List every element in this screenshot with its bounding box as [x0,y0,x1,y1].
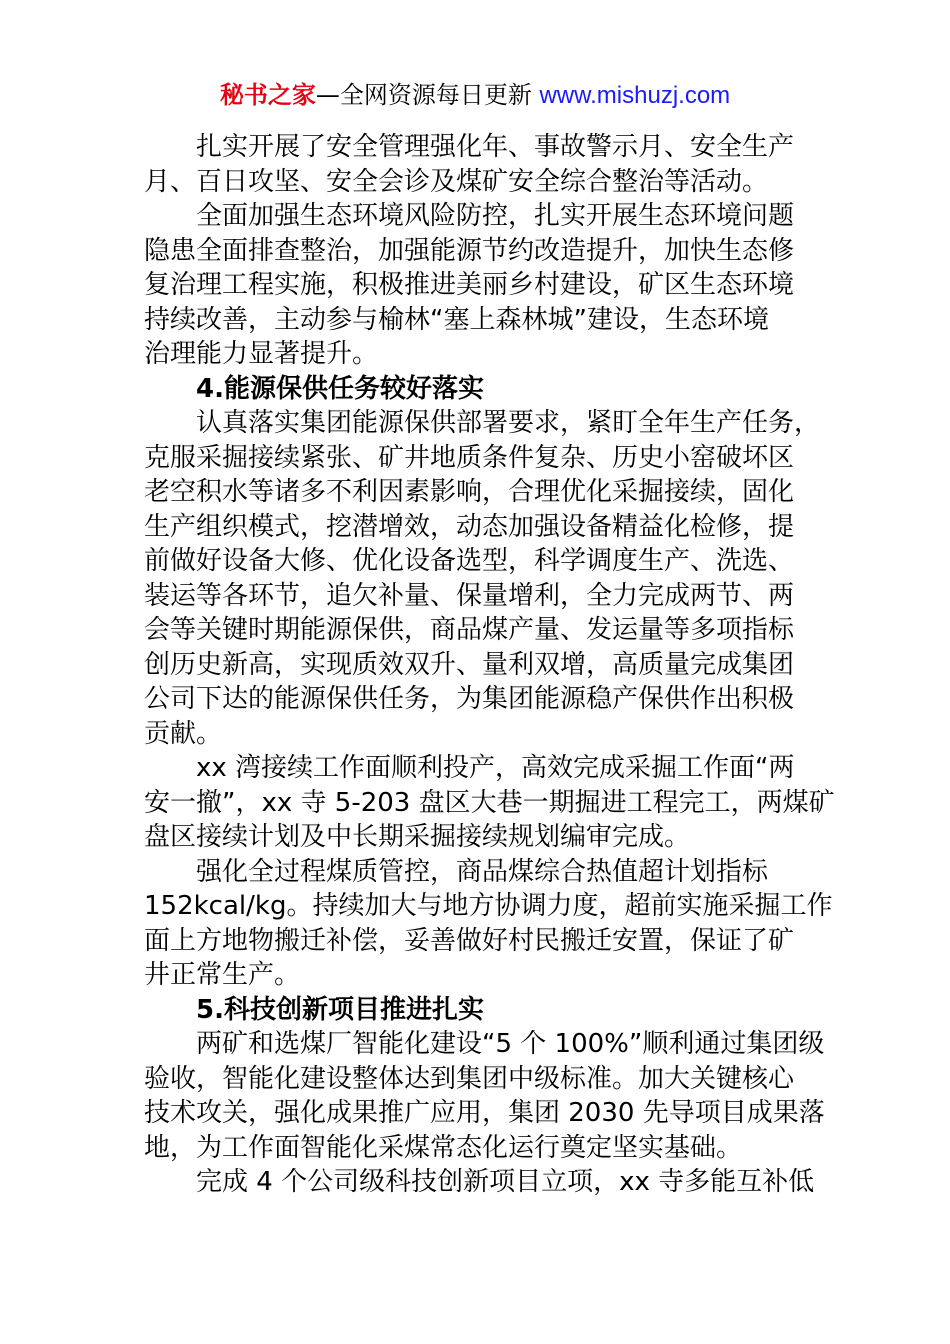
paragraph-line: 复治理工程实施，积极推进美丽乡村建设，矿区生态环境 [144,270,795,300]
paragraph-line: 前做好设备大修、优化设备选型，科学调度生产、洗选、 [144,546,795,576]
paragraph-line: 创历史新高，实现质效双升、量利双增，高质量完成集团 [144,649,795,680]
site-header [0,78,950,113]
document-body [144,130,835,1200]
paragraph-line: 公司下达的能源保供任务，为集团能源稳产保供作出积极 [144,684,795,714]
section-heading: 4.能源保供任务较好落实 [196,373,484,404]
section-heading: 5.科技创新项目推进扎实 [196,994,484,1025]
paragraph-line: 持续改善，主动参与榆林“塞上森林城”建设，生态环境 [144,304,769,335]
paragraph-line: 贡献。 [144,718,223,749]
paragraph-line: 认真落实集团能源保供部署要求，紧盯全年生产任务， [196,408,821,438]
paragraph-line: 盘区接续计划及中长期采掘接续规划编审完成。 [144,822,691,852]
paragraph-line: 井正常生产。 [144,960,301,990]
paragraph-line: 隐患全面排查整治，加强能源节约改造提升，加快生态修 [144,235,795,266]
site-brand: 秘书之家 [219,81,316,109]
site-url[interactable]: www.mishuzj.com [539,82,731,109]
site-slogan: —全网资源每日更新 [315,81,540,109]
paragraph-line: 安一撤”，xx 寺 5-203 盘区大巷一期掘进工程完工，两煤矿 [144,787,835,818]
paragraph-line: 扎实开展了安全管理强化年、事故警示月、安全生产 [196,132,795,162]
paragraph-line: 验收，智能化建设整体达到集团中级标准。加大关键核心 [144,1063,795,1094]
paragraph-line: 两矿和选煤厂智能化建设“5 个 100%”顺利通过集团级 [196,1029,825,1059]
paragraph-line: 月、百日攻坚、安全会诊及煤矿安全综合整治等活动。 [144,166,769,197]
paragraph-line: 生产组织模式，挖潜增效，动态加强设备精益化检修，提 [144,511,795,542]
paragraph-line: 老空积水等诸多不利因素影响，合理优化采掘接续，固化 [144,477,795,507]
paragraph-line: 地，为工作面智能化采煤常态化运行奠定坚实基础。 [144,1132,743,1163]
paragraph-line: 152kcal/kg。持续加大与地方协调力度，超前实施采掘工作 [144,891,833,921]
paragraph-line: 克服采掘接续紧张、矿井地质条件复杂、历史小窑破坏区 [144,442,795,473]
paragraph-line: 治理能力显著提升。 [144,339,379,369]
paragraph-line: 全面加强生态环境风险防控，扎实开展生态环境问题 [196,201,795,231]
paragraph-line: xx 湾接续工作面顺利投产，高效完成采掘工作面“两 [196,753,795,783]
paragraph-line: 强化全过程煤质管控，商品煤综合热值超计划指标 [196,856,769,887]
paragraph-line: 装运等各环节，追欠补量、保量增利，全力完成两节、两 [144,580,795,611]
paragraph-line: 技术攻关，强化成果推广应用，集团 2030 先导项目成果落 [144,1098,825,1128]
paragraph-line: 面上方地物搬迁补偿，妥善做好村民搬迁安置，保证了矿 [144,925,795,956]
paragraph-line: 会等关键时期能源保供，商品煤产量、发运量等多项指标 [144,615,795,645]
paragraph-line: 完成 4 个公司级科技创新项目立项，xx 寺多能互补低 [196,1167,815,1197]
